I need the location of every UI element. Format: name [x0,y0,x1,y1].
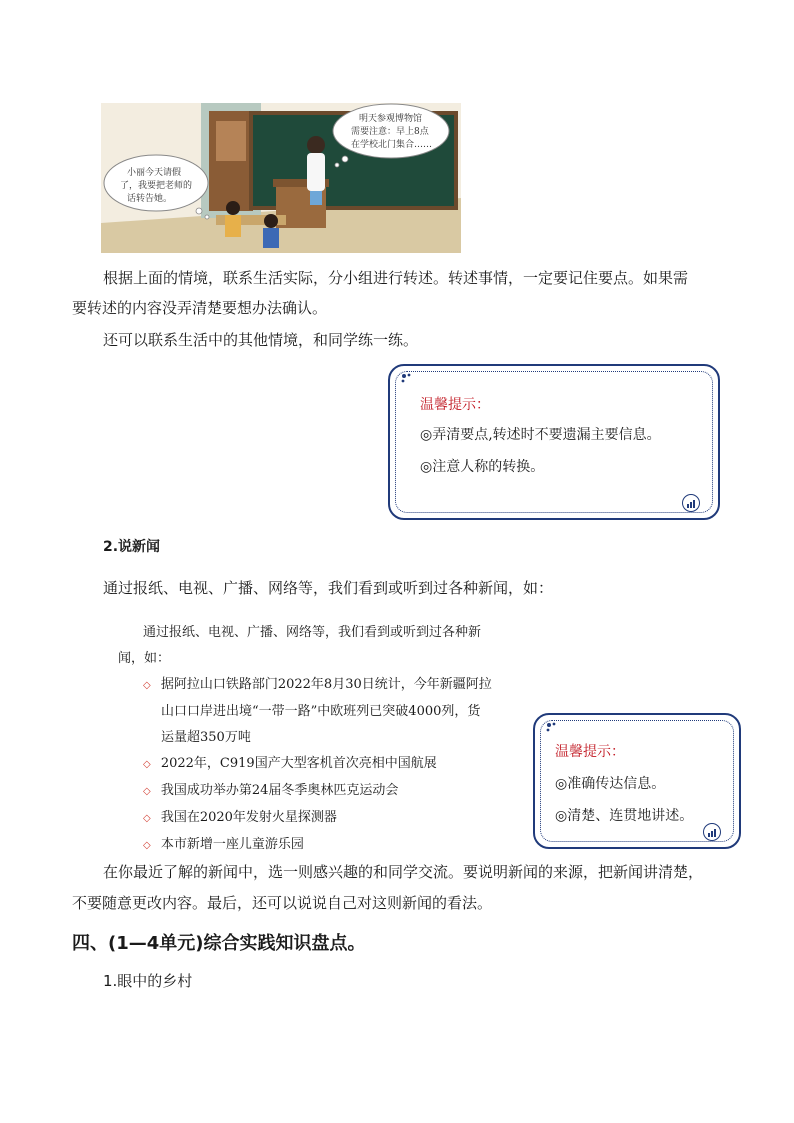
bubble-left-line-3: 话转告她。 [127,194,173,204]
news-excerpt-line-1: 通过报纸、电视、广播、网络等，我们看到或听到过各种新 [143,625,482,640]
tip-2-item-2: ◎清楚、连贯地讲述。 [555,808,694,824]
dots-decoration-icon [400,372,412,384]
news-item-3: 我国成功举办第24届冬季奥林匹克运动会 [160,783,399,798]
signal-bars-icon [682,494,700,512]
diamond-bullet-icon: ◇ [143,786,151,797]
bubble-right-line-1: 明天参观博物馆 [359,114,423,124]
paragraph-retell-line-1: 根据上面的情境，联系生活实际，分小组进行转述。转述事情，一定要记住要点。如果需 [103,269,689,287]
news-item-1-line-2: 山口口岸进出境“一带一路”中欧班列已突破4000列，货 [161,704,481,719]
classroom-illustration [101,103,461,253]
paragraph-practice: 还可以联系生活中的其他情境，和同学练一练。 [103,331,419,349]
news-item [143,805,543,832]
classroom-scene-image [101,103,461,253]
bubble-right-line-3: 在学校北门集合…… [351,140,433,150]
news-item [143,672,543,699]
news-item-1-line-3: 运量超350万吨 [161,730,251,745]
diamond-bullet-icon: ◇ [143,840,151,851]
paragraph-retell-line-2: 要转述的内容没弄清楚要想办法确认。 [72,299,328,317]
tip-2-title: 温馨提示： [555,744,625,760]
signal-bars-icon [703,823,721,841]
news-excerpt-line-2: 闻，如： [118,651,171,666]
bubble-left-line-2: 了，我要把老师的 [120,181,193,191]
news-item [143,751,543,778]
news-item-1-line-1: 据阿拉山口铁路部门2022年8月30日统计，今年新疆阿拉 [160,677,492,692]
tip-1-item-1: ◎弄清要点,转述时不要遗漏主要信息。 [420,427,661,443]
section-2-intro: 通过报纸、电视、广播、网络等，我们看到或听到过各种新闻，如： [103,579,554,597]
tip-1-item-2: ◎注意人称的转换。 [420,459,545,475]
bubble-left-line-1: 小丽今天请假 [127,168,182,178]
news-item-4: 我国在2020年发射火星探测器 [160,810,337,825]
news-list [143,672,543,859]
tip-box-2 [533,713,741,849]
diamond-bullet-icon: ◇ [143,813,151,824]
news-item-5: 本市新增一座儿童游乐园 [160,837,304,852]
dots-decoration-icon [545,721,557,733]
section-4-subtitle: 1.眼中的乡村 [103,972,193,990]
tip-2-item-1: ◎准确传达信息。 [555,776,666,792]
tip-1-title: 温馨提示： [420,397,490,413]
news-item [143,832,543,859]
diamond-bullet-icon: ◇ [143,680,151,691]
section-2-title: 2.说新闻 [103,539,161,555]
news-item-2: 2022年，C919国产大型客机首次亮相中国航展 [160,756,437,771]
diamond-bullet-icon: ◇ [143,759,151,770]
paragraph-news-share-line-1: 在你最近了解的新闻中，选一则感兴趣的和同学交流。要说明新闻的来源，把新闻讲清楚， [103,863,704,881]
bubble-right-line-2: 需要注意：早上8点 [351,127,429,137]
section-4-heading: 四、(1—4单元)综合实践知识盘点。 [72,933,366,954]
news-item [143,778,543,805]
paragraph-news-share-line-2: 不要随意更改内容。最后，还可以说说自己对这则新闻的看法。 [72,894,493,912]
tip-box-1 [388,364,720,520]
